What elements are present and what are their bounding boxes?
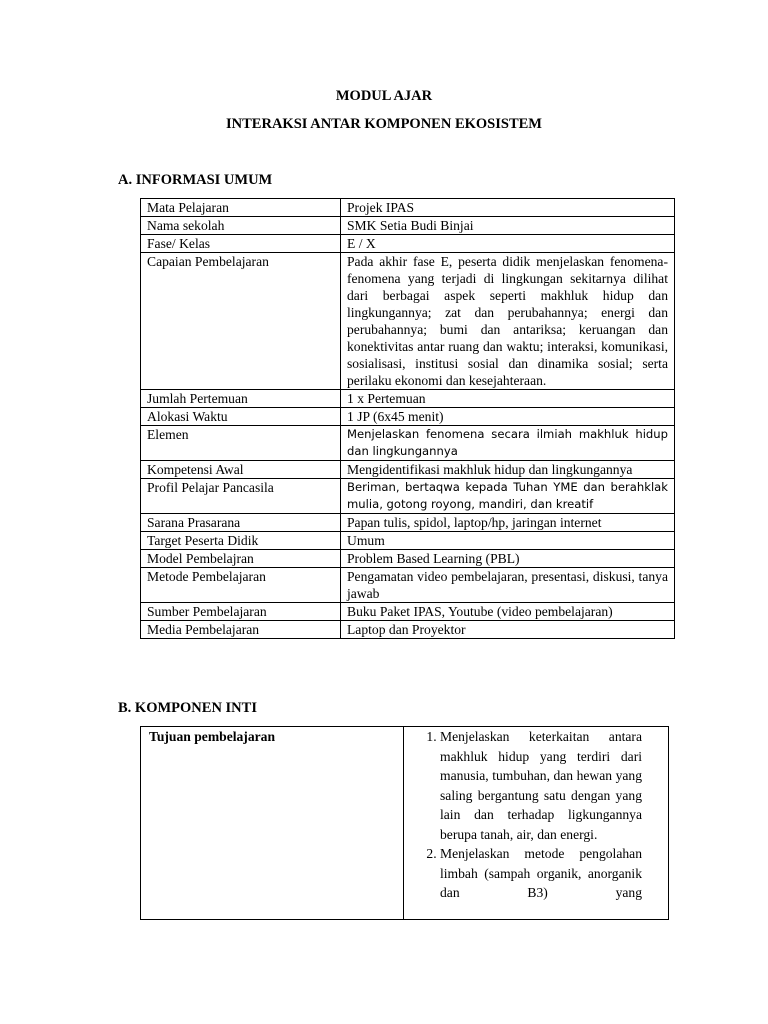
table-row (141, 479, 675, 514)
table-row (141, 568, 675, 603)
general-info-table (140, 198, 675, 639)
row-label: Capaian Pembelajaran (141, 253, 341, 390)
row-label: Sarana Prasarana (141, 514, 341, 532)
row-label: Fase/ Kelas (141, 235, 341, 253)
table-row (141, 514, 675, 532)
list-item: 1. Menjelaskan keterkaitan antara makhluk hidup yang terdiri dari manusia, tumbuhan, dan hewan yang saling bergantung satu dengan yang lain dan terhadap ligkungannya berupa tanah, air, dan energi. (440, 727, 642, 844)
row-value: Projek IPAS (341, 199, 675, 217)
learning-objectives-cell (404, 727, 669, 920)
row-value: E / X (341, 235, 675, 253)
table-row (141, 461, 675, 479)
row-value: SMK Setia Budi Binjai (341, 217, 675, 235)
table-row (141, 408, 675, 426)
section-b-heading: B. KOMPONEN INTI (118, 700, 257, 716)
list-item: 2. Menjelaskan metode pengolahan limbah (sampah organik, anorganik dan B3) yang (440, 844, 642, 903)
row-label: Alokasi Waktu (141, 408, 341, 426)
learning-objectives-list (412, 727, 642, 903)
row-label: Elemen (141, 426, 341, 461)
row-label: Metode Pembelajaran (141, 568, 341, 603)
row-label: Nama sekolah (141, 217, 341, 235)
table-row (141, 532, 675, 550)
table-row (141, 235, 675, 253)
row-value: Pengamatan video pembelajaran, presentasi, diskusi, tanya jawab (341, 568, 675, 603)
table-row (141, 390, 675, 408)
table-row (141, 253, 675, 390)
row-label: Model Pembelajran (141, 550, 341, 568)
table-row (141, 217, 675, 235)
core-component-table (140, 726, 669, 920)
row-value: 1 x Pertemuan (341, 390, 675, 408)
table-row (141, 603, 675, 621)
row-label: Jumlah Pertemuan (141, 390, 341, 408)
table-row (141, 550, 675, 568)
section-a-heading: A. INFORMASI UMUM (118, 172, 273, 188)
row-value: Umum (341, 532, 675, 550)
table-row (141, 727, 669, 920)
row-label: Kompetensi Awal (141, 461, 341, 479)
row-value: 1 JP (6x45 menit) (341, 408, 675, 426)
row-value: Problem Based Learning (PBL) (341, 550, 675, 568)
table-row (141, 621, 675, 639)
row-value: Pada akhir fase E, peserta didik menjelaskan fenomena-fenomena yang terjadi di lingkungan sekitarnya dilihat dari berbagai aspek seperti makhluk hidup dan lingkungannya; zat dan perubahannya; energi dan perubahannya; bumi dan antariksa; keruangan dan konektivitas antar ruang dan waktu; interaksi, komunikasi, sosialisasi, institusi sosial dan dinamika sosial; serta perilaku ekonomi dan kesejahteraan. (341, 253, 675, 390)
row-value: Mengidentifikasi makhluk hidup dan lingkungannya (341, 461, 675, 479)
row-label: Sumber Pembelajaran (141, 603, 341, 621)
learning-objectives-label: Tujuan pembelajaran (141, 727, 404, 920)
row-value: Laptop dan Proyektor (341, 621, 675, 639)
row-value: Papan tulis, spidol, laptop/hp, jaringan internet (341, 514, 675, 532)
row-label: Target Peserta Didik (141, 532, 341, 550)
table-row (141, 426, 675, 461)
row-value: Menjelaskan fenomena secara ilmiah makhluk hidup dan lingkungannya (341, 426, 675, 461)
row-label: Mata Pelajaran (141, 199, 341, 217)
row-label: Media Pembelajaran (141, 621, 341, 639)
row-value: Buku Paket IPAS, Youtube (video pembelajaran) (341, 603, 675, 621)
row-label: Profil Pelajar Pancasila (141, 479, 341, 514)
row-value: Beriman, bertaqwa kepada Tuhan YME dan berahklak mulia, gotong royong, mandiri, dan kreatif (341, 479, 675, 514)
table-row (141, 199, 675, 217)
document-title: MODUL AJAR (335, 88, 433, 104)
document-subtitle: INTERAKSI ANTAR KOMPONEN EKOSISTEM (226, 116, 542, 132)
